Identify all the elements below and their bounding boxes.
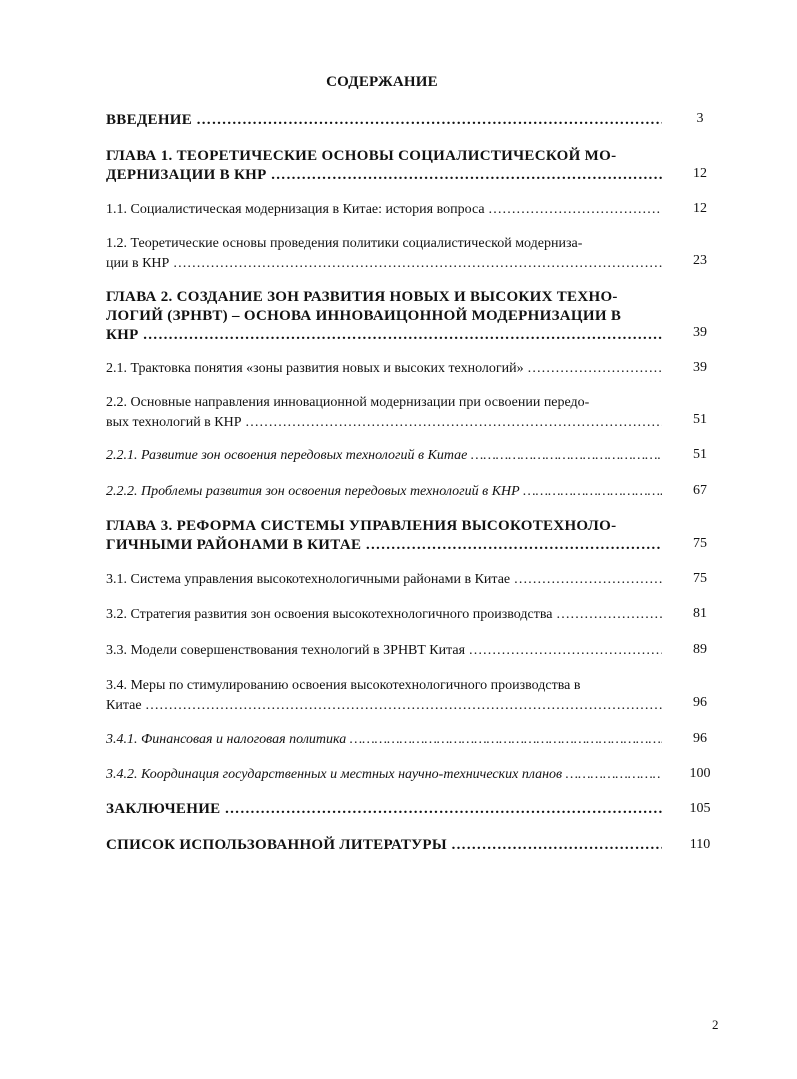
toc-entry-chapter-3[interactable]	[106, 517, 662, 555]
toc-entry-1-2[interactable]	[106, 235, 662, 273]
toc-entry-line: ГЛАВА 2. СОЗДАНИЕ ЗОН РАЗВИТИЯ НОВЫХ И ВЫСОКИХ ТЕХНО-	[106, 289, 618, 305]
toc-entry-text: 2.2.2. Проблемы развития зон освоения передовых технологий в КНР …………………………………………………………………………………………………………………………………………………………………………………………………………………………	[106, 483, 662, 501]
toc-entry-text: 3.2. Стратегия развития зон освоения высокотехнологичного производства …………………………………………………………………………………………………………………………………………………………………………………………………………………………	[106, 606, 662, 624]
toc-entry-conclusion[interactable]	[106, 800, 662, 819]
toc-entry-line: 2.2. Основные направления инновационной модернизации при освоении передо-	[106, 395, 590, 410]
toc-entry-chapter-1[interactable]	[106, 147, 662, 185]
toc-page-number: 51	[693, 412, 707, 427]
toc-entry-text: 3.1. Система управления высокотехнологичными районами в Китае …………………………………………………………………………………………………………………………………………………………………………………………………………………………	[106, 571, 662, 589]
toc-entry-3-4[interactable]	[106, 677, 662, 715]
toc-entry-text: 1.1. Социалистическая модернизация в Китае: история вопроса …………………………………………………………………………………………………………………………………………………………………………………………………………………………	[106, 201, 662, 219]
toc-page-number: 96	[693, 695, 707, 710]
toc-page-number: 12	[693, 201, 707, 216]
toc-entry-2-2-2[interactable]	[106, 483, 662, 501]
toc-entry-3-4-1[interactable]	[106, 731, 662, 749]
toc-entry-line: ГЛАВА 3. РЕФОРМА СИСТЕМЫ УПРАВЛЕНИЯ ВЫСОКОТЕХНОЛО-	[106, 518, 617, 534]
toc-entry-line: 3.4. Меры по стимулированию освоения высокотехнологичного производства в	[106, 678, 581, 693]
toc-page-number: 3	[696, 111, 704, 126]
toc-entry-chapter-2[interactable]	[106, 288, 662, 345]
toc-entry-text: ВВЕДЕНИЕ …………………………………………………………………………………………………………………………………………………………………………………………………………………………	[106, 111, 662, 130]
toc-page-number: 67	[693, 483, 707, 498]
toc-page-number: 51	[693, 447, 707, 462]
toc-entry-text: 3.4.2. Координация государственных и местных научно-технических планов …………………………………………………………………………………………………………………………………………………………………………………………………………………………	[106, 766, 662, 784]
toc-page-number: 105	[689, 801, 711, 816]
toc-page-number: 100	[689, 766, 711, 781]
toc-entry-3-4-2[interactable]	[106, 766, 662, 784]
toc-page-number: 96	[693, 731, 707, 746]
page-number: 2	[712, 1017, 719, 1032]
toc-page-number: 81	[693, 606, 707, 621]
toc-page-number: 75	[693, 571, 707, 586]
toc-entry-line: Китае …………………………………………………………………………………………………………………………………………………………………………………………………………………………	[106, 697, 662, 715]
toc-entry-bibliography[interactable]	[106, 836, 662, 855]
toc-entry-line: вых технологий в КНР …………………………………………………………………………………………………………………………………………………………………………………………………………………………	[106, 414, 662, 432]
toc-entry-2-2[interactable]	[106, 394, 662, 432]
toc-entry-line: ЛОГИЙ (ЗРНВТ) – ОСНОВА ИННОВАИЦОННОЙ МОДЕРНИЗАЦИИ В	[106, 308, 622, 324]
toc-page-number: 12	[693, 166, 707, 181]
toc-entry-line: ГЛАВА 1. ТЕОРЕТИЧЕСКИЕ ОСНОВЫ СОЦИАЛИСТИЧЕСКОЙ МО-	[106, 148, 617, 164]
toc-title: СОДЕРЖАНИЕ	[326, 74, 438, 90]
toc-entry-3-2[interactable]	[106, 606, 662, 624]
toc-entry-line: 1.2. Теоретические основы проведения политики социалистической модерниза-	[106, 236, 583, 251]
toc-page-number: 23	[693, 253, 707, 268]
toc-entry-text: 3.3. Модели совершенствования технологий в ЗРНВТ Китая …………………………………………………………………………………………………………………………………………………………………………………………………………………………	[106, 642, 662, 660]
toc-entry-line: КНР …………………………………………………………………………………………………………………………………………………………………………………………………………………………	[106, 326, 662, 345]
toc-entry-3-3[interactable]	[106, 642, 662, 660]
toc-entry-introduction[interactable]	[106, 111, 662, 130]
toc-entry-text: ЗАКЛЮЧЕНИЕ …………………………………………………………………………………………………………………………………………………………………………………………………………………………	[106, 800, 662, 819]
toc-page-number: 89	[693, 642, 707, 657]
toc-page-number: 75	[693, 536, 707, 551]
toc-entry-line: ДЕРНИЗАЦИИ В КНР …………………………………………………………………………………………………………………………………………………………………………………………………………………………	[106, 166, 662, 185]
toc-entry-3-1[interactable]	[106, 571, 662, 589]
toc-page-number: 39	[693, 325, 707, 340]
toc-entry-line: ции в КНР …………………………………………………………………………………………………………………………………………………………………………………………………………………………	[106, 255, 662, 273]
toc-entry-text: 3.4.1. Финансовая и налоговая политика …………………………………………………………………………………………………………………………………………………………………………………………………………………………	[106, 731, 662, 749]
toc-entry-text: СПИСОК ИСПОЛЬЗОВАННОЙ ЛИТЕРАТУРЫ …………………………………………………………………………………………………………………………………………………………………………………………………………………………	[106, 836, 662, 855]
toc-page-number: 39	[693, 360, 707, 375]
toc-entry-line: ГИЧНЫМИ РАЙОНАМИ В КИТАЕ …………………………………………………………………………………………………………………………………………………………………………………………………………………………	[106, 536, 662, 555]
toc-entry-text: 2.1. Трактовка понятия «зоны развития новых и высоких технологий» …………………………………………………………………………………………………………………………………………………………………………………………………………………………	[106, 360, 662, 378]
toc-page-number: 110	[689, 837, 711, 852]
toc-entry-1-1[interactable]	[106, 201, 662, 219]
toc-entry-2-1[interactable]	[106, 360, 662, 378]
toc-entry-2-2-1[interactable]	[106, 447, 662, 465]
toc-entry-text: 2.2.1. Развитие зон освоения передовых технологий в Китае …………………………………………………………………………………………………………………………………………………………………………………………………………………………	[106, 447, 662, 465]
